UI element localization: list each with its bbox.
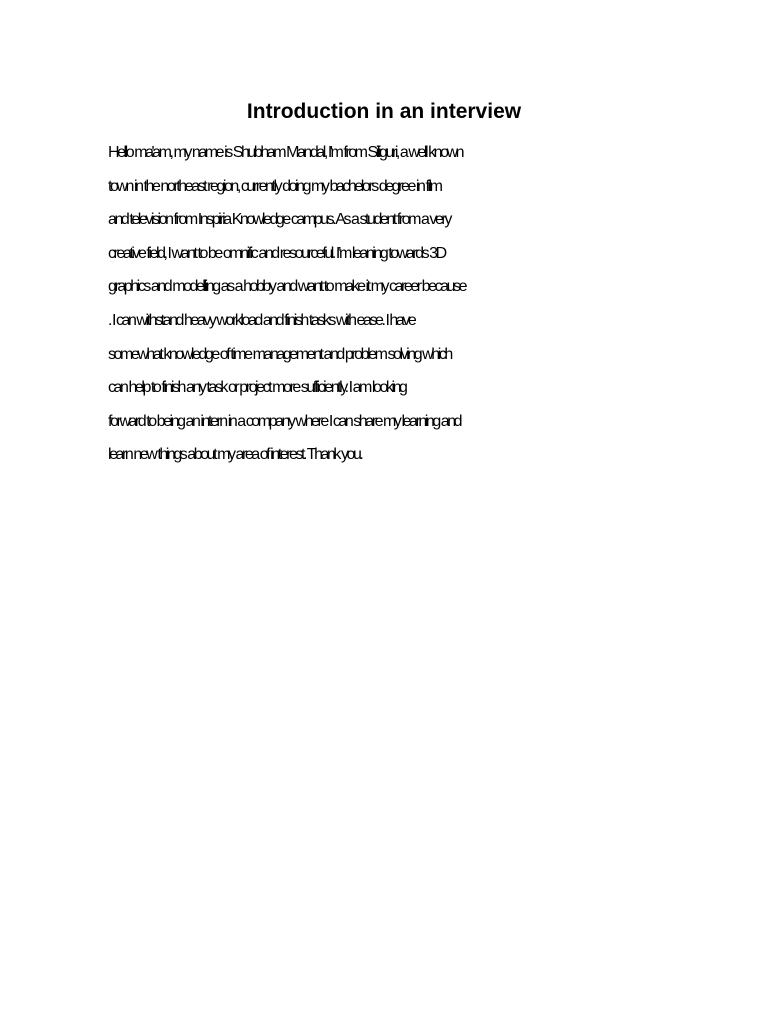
body-line: forward to being an intern in a company where I can share my learning and <box>108 412 461 430</box>
body-line: creative field, I want to be omnific and resourceful. I’m leaning towards 3D <box>108 244 445 262</box>
document-title: Introduction in an interview <box>246 100 522 123</box>
body-line: . I can withstand heavy workload and finish tasks with ease. I have <box>108 311 415 329</box>
document-body <box>108 136 688 472</box>
body-line: somewhat knowledge of time management and problem solving which <box>108 345 451 363</box>
body-line: can help to finish any task or project more sufficiently. I am looking <box>108 379 406 397</box>
body-line: Hello ma'am, my name is Shubham Mandal, I'm from Siliguri, a well known <box>108 144 463 161</box>
body-line: graphics and modelling as a hobby and want to make it my career because <box>108 278 466 296</box>
body-line: town in the northeast region, currently doing my bachelors degree in film <box>108 177 441 195</box>
body-line: and television from Inspiria Knowledge campus. As a student from a very <box>108 211 450 229</box>
body-line: learn new things about my area of interest. Thank you. <box>108 446 362 464</box>
